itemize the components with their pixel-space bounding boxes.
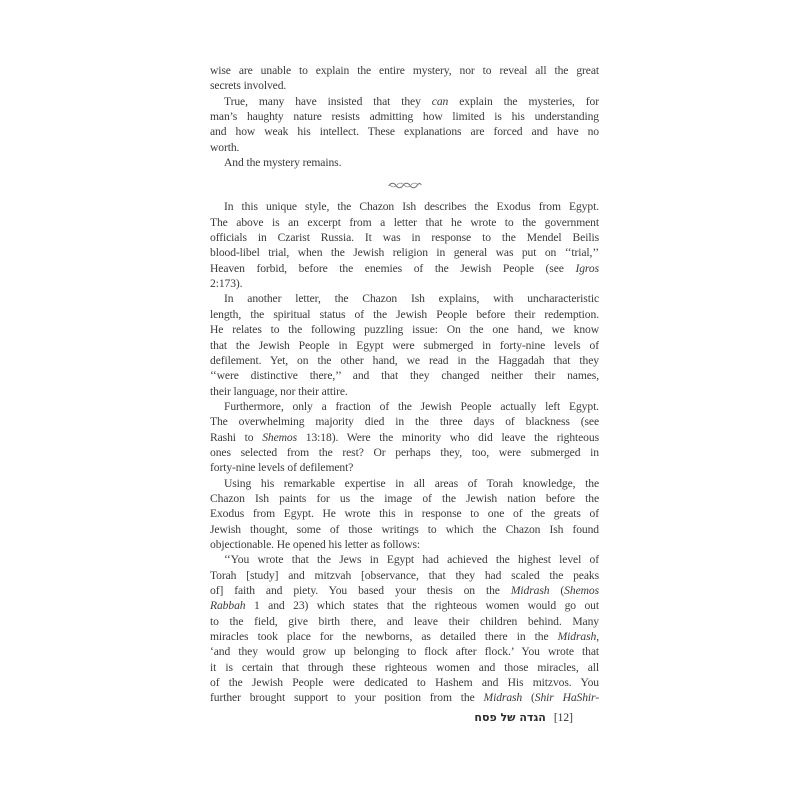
text-line [210,155,599,170]
text-segment: of the Jewish People were dedicated to Hashem and His mitzvos. You [210,676,599,690]
text-segment: He relates to the following puzzling issue: On the one hand, we know [210,323,599,337]
footer-hebrew-title: הגדה של פסח [474,711,546,724]
text-line [210,460,599,475]
text-segment: The above is an excerpt from a letter that he wrote to the government [210,215,599,229]
text-segment: explain the mysteries, for [448,94,599,108]
text-line [210,353,599,368]
text-segment: ( [549,584,565,597]
text-segment: ‘and they would grow up belonging to flock after flock.’ You wrote that [210,645,599,659]
text-line [210,644,599,659]
text-segment: worth. [210,140,240,154]
text-line [210,291,599,306]
text-segment: Midrash [510,584,550,597]
text-line [210,94,599,109]
text-segment: forty-nine levels of defilement? [210,461,354,475]
text-line [210,614,599,629]
paragraph [210,199,599,291]
text-segment: man’s haughty nature resists admitting how limited is his understanding [210,110,599,124]
text-line [210,230,599,245]
text-line [210,583,599,598]
text-segment: In another letter, the Chazon Ish explains, with uncharacteristic [224,292,599,306]
text-segment: The overwhelming majority died in the three days of blackness (see [210,415,599,429]
text-line [210,261,599,276]
text-segment: of] faith and piety. You based your thesis on the [210,584,511,597]
text-segment: defilement. Yet, on the other hand, we read in the Haggadah that they [210,353,599,367]
text-segment: In this unique style, the Chazon Ish describes the Exodus from Egypt. [224,200,599,214]
text-line [210,568,599,583]
text-line [210,245,599,260]
text-segment: Using his remarkable expertise in all areas of Torah knowledge, the [224,476,599,490]
text-segment: Midrash [483,691,523,705]
text-segment: True, many have insisted that they [224,94,432,108]
text-line [210,522,599,537]
text-segment: that the Jewish People in Egypt were submerged in forty-nine levels of [210,338,599,352]
text-segment: ‘‘You wrote that the Jews in Egypt had achieved the highest level of [224,553,599,567]
text-segment: length, the spiritual status of the Jewish People before their redemption. [210,307,599,321]
text-segment: Midrash [557,630,597,644]
paragraph [210,476,599,553]
text-line [210,307,599,322]
text-segment: it is certain that through these righteous women and those miracles, all [210,660,599,674]
text-segment: Chazon Ish paints for us the image of the Jewish nation before the [210,491,599,505]
text-line [210,629,599,644]
text-segment: Jewish thought, some of those writings to which the Chazon Ish found [210,522,599,536]
paragraph [210,63,599,94]
text-segment: can [431,94,449,108]
paragraph [210,552,599,705]
text-segment: Heaven forbid, before the enemies of the Jewish People (see [210,261,576,275]
text-line [210,276,599,291]
text-segment: blood-libel trial, when the Jewish religion in general was put on ‘‘trial,’’ [210,246,599,260]
text-line [210,506,599,521]
text-segment: 13:18). Were the minority who did leave the righteous [297,430,599,444]
text-line [210,491,599,506]
text-segment: Shemos [262,430,298,444]
text-line [210,445,599,460]
text-segment: secrets involved. [210,79,287,93]
page-text-block [210,63,599,706]
text-segment: Exodus from Egypt. He wrote this in response to one of the greats of [210,507,599,521]
squiggle-ornament-icon [388,180,422,190]
text-line [210,537,599,552]
text-line [210,322,599,337]
text-segment: , [596,630,599,644]
text-segment: to the field, give birth there, and leave their children behind. Many [210,614,599,628]
text-line [210,338,599,353]
text-line [210,399,599,414]
paragraph [210,155,599,170]
text-segment: ‘‘were distinctive there,’’ and that they changed neither their names, [210,369,599,383]
section-divider [210,170,599,199]
text-segment: ( [522,691,535,705]
text-line [210,430,599,445]
text-segment: 1 and 23) which states that the righteous women would go out [245,599,599,613]
text-segment: Shemos [564,584,599,597]
text-segment: Rashi to [210,430,263,444]
text-line [210,368,599,383]
text-line [210,414,599,429]
paragraph [210,399,599,476]
text-segment: 2:173). [210,277,243,291]
text-segment: And the mystery remains. [224,156,342,170]
text-line [210,109,599,124]
text-segment: their language, nor their attire. [210,384,348,398]
text-line [210,660,599,675]
text-segment: ones selected from the rest? Or perhaps they, too, were submerged in [210,445,599,459]
paragraph [210,94,599,155]
text-line [210,78,599,93]
text-segment: and how weak his intellect. These explanations are forced and have no [210,125,599,139]
footer-page-number: [12] [553,712,573,724]
text-line [210,384,599,399]
text-segment: objectionable. He opened his letter as follows: [210,537,421,551]
text-line [210,215,599,230]
text-line [210,598,599,613]
text-line [210,63,599,78]
text-segment: officials in Czarist Russia. It was in response to the Mendel Beilis [210,231,599,245]
text-segment: Torah [study] and mitzvah [observance, that they had scaled the peaks [210,568,599,582]
text-line [210,199,599,214]
text-line [210,476,599,491]
text-segment: Igros [575,261,599,275]
text-line [210,552,599,567]
page-footer [474,711,573,724]
text-line [210,675,599,690]
text-segment: miracles took place for the newborns, as detailed there in the [210,630,558,644]
text-line [210,690,599,705]
text-line [210,140,599,155]
text-segment: Furthermore, only a fraction of the Jewish People actually left Egypt. [224,399,599,413]
text-segment: Rabbah [210,599,246,613]
paragraph [210,291,599,398]
text-segment: Shir HaShir- [534,691,599,705]
text-segment: further brought support to your position from the [210,691,484,705]
text-line [210,124,599,139]
text-segment: wise are unable to explain the entire mystery, nor to reveal all the great [210,64,599,77]
